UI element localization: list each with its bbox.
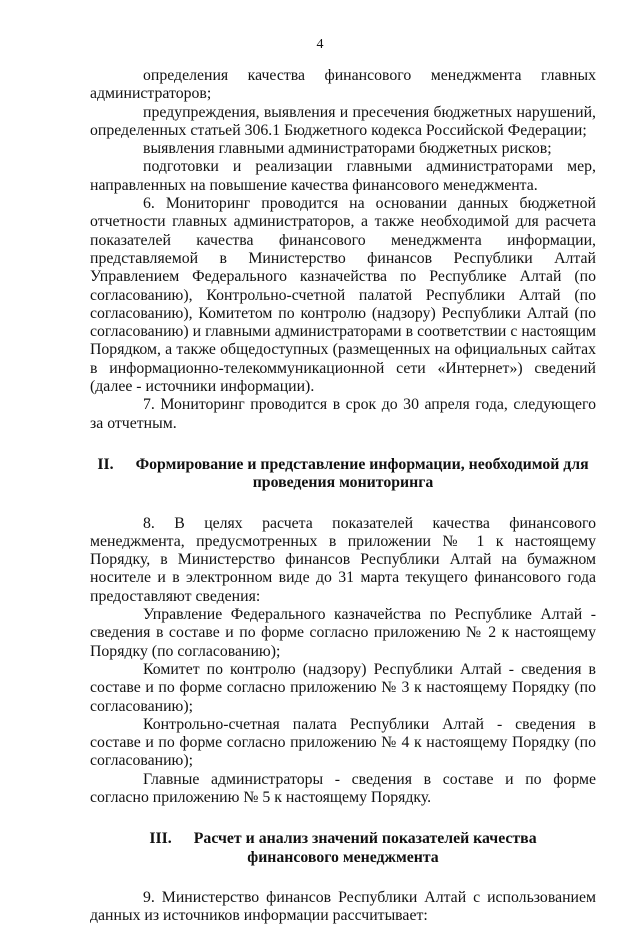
paragraph-group-calculation <box>90 889 596 925</box>
section-title-line-2: проведения мониторинга <box>252 474 434 492</box>
paragraph: 7. Мониторинг проводится в срок до 30 апреля года, следующего за отчетным. <box>90 396 596 432</box>
paragraph: 9. Министерство финансов Республики Алтай с использованием данных из источников информации рассчитывает: <box>90 888 596 925</box>
page-number: 4 <box>316 37 324 52</box>
paragraph: выявления главными администраторами бюджетных рисков; <box>143 140 552 158</box>
section-heading-2 <box>90 456 596 493</box>
section-number: II. <box>97 455 114 473</box>
paragraph: подготовки и реализации главными администраторами мер, направленных на повышение качества финансового менеджмента. <box>90 158 596 194</box>
paragraph: 8. В целях расчета показателей качества финансового менеджмента, предусмотренных в приложении № 1 к настоящему Порядку, в Министерство финансов Республики Алтай на бумажном носителе и в электронном виде до 31 марта текущего финансового года предоставляют сведения: <box>90 514 596 605</box>
paragraph: предупреждения, выявления и пресечения бюджетных нарушений, определенных статьей 306.1 Бюджетного кодекса Российской Федерации; <box>90 103 596 139</box>
paragraph: Главные администраторы - сведения в составе и по форме согласно приложению № 5 к настоящему Порядку. <box>90 770 596 806</box>
paragraph: Контрольно-счетная палата Республики Алтай - сведения в составе и по форме согласно приложению № 4 к настоящему Порядку (по согласованию); <box>90 715 596 770</box>
paragraph: определения качества финансового менеджмента главных администраторов; <box>90 67 596 103</box>
section-title-line-1: Формирование и представление информации, необходимой для <box>135 455 589 473</box>
paragraph: Управление Федерального казначейства по Республике Алтай - сведения в составе и по форме согласно приложению № 2 к настоящему Порядку (по согласованию); <box>90 606 596 660</box>
section-heading-3 <box>90 830 596 867</box>
document-body <box>90 67 596 925</box>
paragraph: Комитет по контролю (надзору) Республики Алтай - сведения в составе и по форме согласно приложению № 3 к настоящему Порядку (по согласованию); <box>90 660 596 715</box>
paragraph-group-monitoring-goals <box>90 67 596 433</box>
paragraph: 6. Мониторинг проводится на основании данных бюджетной отчетности главных администраторов, а также необходимой для расчета показателей качества финансового менеджмента информации, представляемой в Министерство финансов Республики Алтай Управлением Федерального казначейства по Республике Алтай (по согласованию), Контрольно-счетной палатой Республики Алтай (по согласованию), Комитетом по контролю (надзору) Республики Алтай (по согласованию) и главными администраторами в соответствии с настоящим Порядком, а также общедоступных (размещенных на официальных сайтах в информационно-телекоммуникационной сети «Интернет») сведений (далее - источники информации). <box>90 195 596 396</box>
section-title-line-2: финансового менеджмента <box>247 848 439 866</box>
section-title-line-1: Расчет и анализ значений показателей качества <box>193 830 537 848</box>
paragraph-group-information-submission <box>90 515 596 808</box>
section-number: III. <box>149 830 172 848</box>
